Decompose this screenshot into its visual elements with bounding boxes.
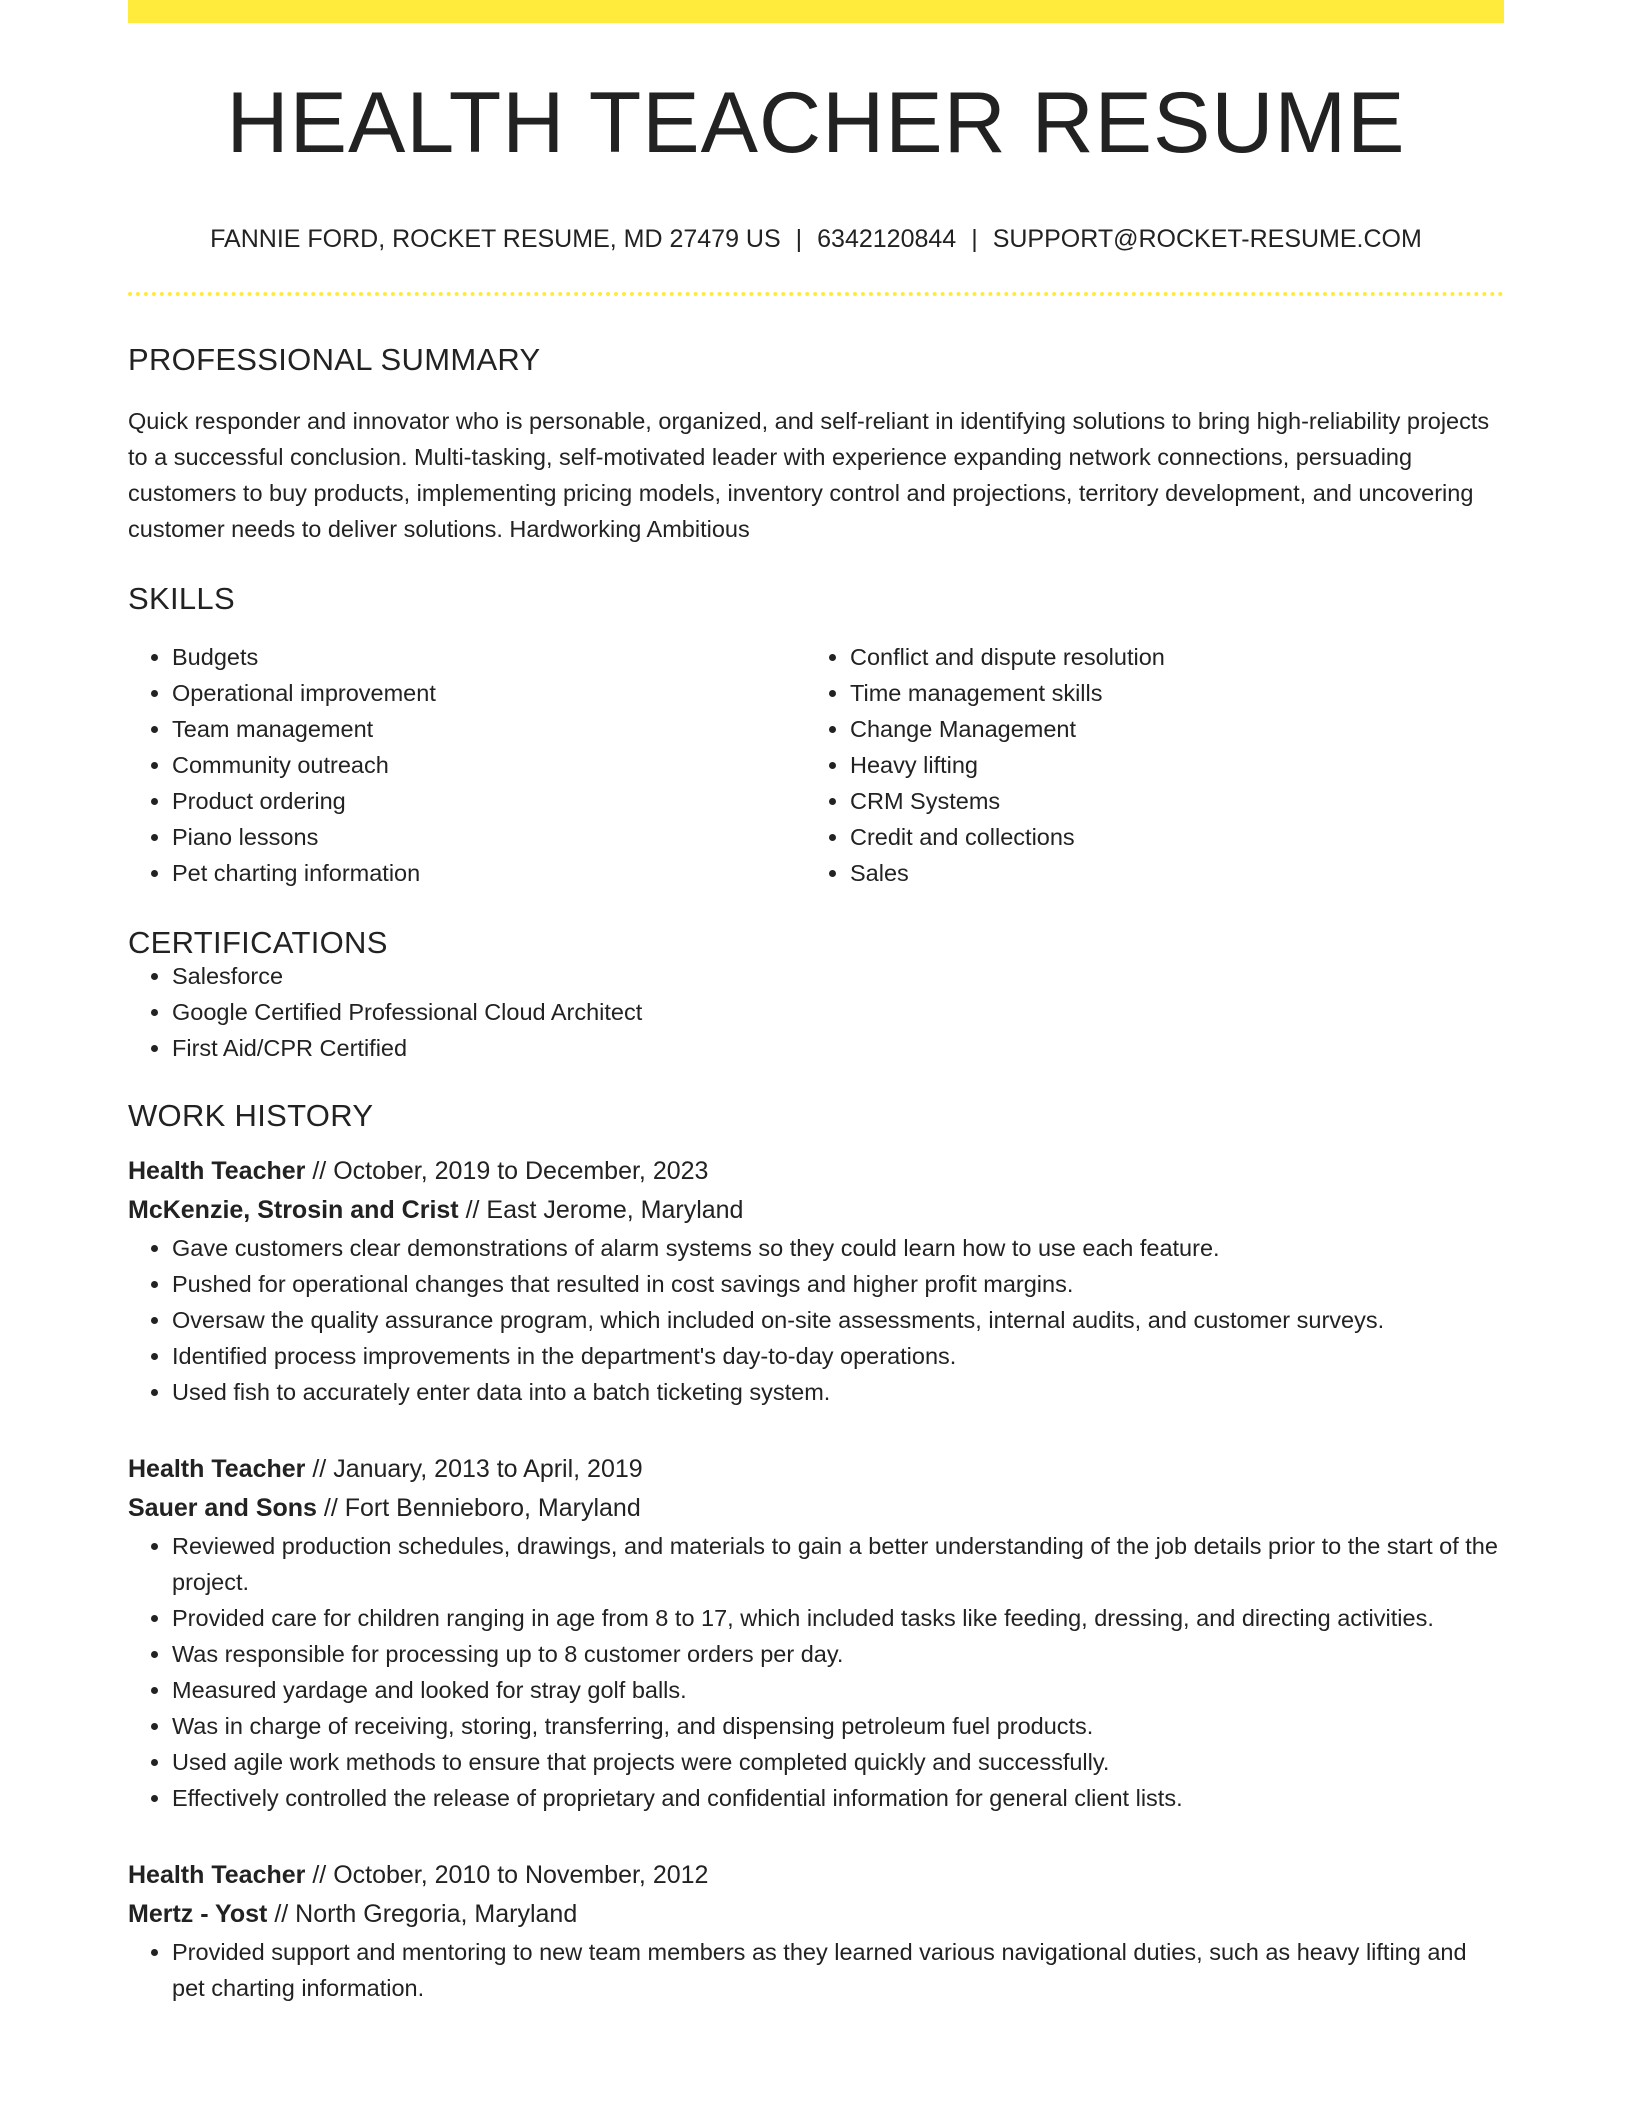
skill-item: • Community outreach bbox=[172, 747, 806, 783]
certifications-heading: CERTIFICATIONS bbox=[128, 925, 388, 960]
skill-item: • Budgets bbox=[172, 639, 806, 675]
certification-item: • Google Certified Professional Cloud Architect bbox=[172, 994, 1504, 1030]
skills-list-right bbox=[806, 639, 1484, 891]
job-title-line bbox=[128, 1856, 1504, 1895]
skill-item: • Team management bbox=[172, 711, 806, 747]
contact-line bbox=[128, 227, 1504, 252]
job-location: East Jerome, Maryland bbox=[486, 1196, 744, 1224]
skill-item: • CRM Systems bbox=[850, 783, 1484, 819]
skill-item: • Time management skills bbox=[850, 675, 1484, 711]
job-company-line bbox=[128, 1895, 1504, 1934]
skill-item: • Operational improvement bbox=[172, 675, 806, 711]
job-title: Health Teacher bbox=[128, 1157, 306, 1185]
summary-text: Quick responder and innovator who is personable, organized, and self-reliant in identifying solutions to bring high-reliability projects to a successful conclusion. Multi-tasking, self-motivated leader with experience expanding network connections, persuading customers to buy products, implementing pricing models, inventory control and projections, territory development, and uncovering customer needs to deliver solutions. Hardworking Ambitious bbox=[128, 408, 1490, 542]
job-duty: • Measured yardage and looked for stray golf balls. bbox=[172, 1672, 1504, 1708]
job-separator: // bbox=[267, 1900, 296, 1928]
job-separator: // bbox=[305, 1157, 334, 1185]
skills-list-left bbox=[128, 639, 806, 891]
certification-item: • First Aid/CPR Certified bbox=[172, 1030, 1504, 1066]
job-duty: • Used agile work methods to ensure that projects were completed quickly and successfully. bbox=[172, 1744, 1504, 1780]
job-company: Mertz - Yost bbox=[128, 1900, 268, 1928]
job-duty: • Provided support and mentoring to new team members as they learned various navigational duties, such as heavy lifting and pet charting information. bbox=[172, 1934, 1504, 2006]
job-duty: • Was in charge of receiving, storing, transferring, and dispensing petroleum fuel products. bbox=[172, 1708, 1504, 1744]
contact-address: FANNIE FORD, ROCKET RESUME, MD 27479 US bbox=[210, 225, 781, 253]
skills-grid bbox=[128, 639, 1504, 891]
job-duty: • Identified process improvements in the department's day-to-day operations. bbox=[172, 1338, 1504, 1374]
job-duty: • Used fish to accurately enter data into a batch ticketing system. bbox=[172, 1374, 1504, 1410]
skill-item: • Credit and collections bbox=[850, 819, 1484, 855]
job-separator: // bbox=[316, 1494, 345, 1522]
job-company-line bbox=[128, 1191, 1504, 1230]
job-dates: January, 2013 to April, 2019 bbox=[333, 1455, 643, 1483]
summary-heading: PROFESSIONAL SUMMARY bbox=[128, 342, 541, 377]
job-title: Health Teacher bbox=[128, 1861, 306, 1889]
job-duty: • Oversaw the quality assurance program, which included on-site assessments, internal audits, and customer surveys. bbox=[172, 1302, 1504, 1338]
contact-phone: 6342120844 bbox=[817, 225, 957, 253]
job-title: Health Teacher bbox=[128, 1455, 306, 1483]
job-duty: • Effectively controlled the release of proprietary and confidential information for general client lists. bbox=[172, 1780, 1504, 1816]
resume-page bbox=[128, 0, 1504, 2006]
certifications-list bbox=[128, 958, 1504, 1066]
job-company: McKenzie, Strosin and Crist bbox=[128, 1196, 459, 1224]
job-separator: // bbox=[458, 1196, 487, 1224]
work-history-heading: WORK HISTORY bbox=[128, 1098, 374, 1133]
dotted-divider bbox=[128, 292, 1504, 296]
skill-item: • Pet charting information bbox=[172, 855, 806, 891]
job-title-line bbox=[128, 1450, 1504, 1489]
job-duty: • Reviewed production schedules, drawings, and materials to gain a better understanding of the job details prior to the start of the project. bbox=[172, 1528, 1504, 1600]
skill-item: • Product ordering bbox=[172, 783, 806, 819]
job-duty: • Gave customers clear demonstrations of alarm systems so they could learn how to use each feature. bbox=[172, 1230, 1504, 1266]
job-dates: October, 2019 to December, 2023 bbox=[333, 1157, 709, 1185]
job-dates: October, 2010 to November, 2012 bbox=[333, 1861, 709, 1889]
job-location: Fort Bennieboro, Maryland bbox=[344, 1494, 641, 1522]
skills-heading: SKILLS bbox=[128, 581, 235, 616]
skills-column-right bbox=[806, 639, 1484, 891]
job-duty: • Pushed for operational changes that resulted in cost savings and higher profit margins. bbox=[172, 1266, 1504, 1302]
job-entry bbox=[128, 1856, 1504, 2006]
job-entry bbox=[128, 1450, 1504, 1816]
skill-item: • Piano lessons bbox=[172, 819, 806, 855]
skills-column-left bbox=[128, 639, 806, 891]
contact-separator: | bbox=[971, 225, 978, 253]
job-duties-list bbox=[128, 1934, 1504, 2006]
job-location: North Gregoria, Maryland bbox=[295, 1900, 578, 1928]
job-duties-list bbox=[128, 1230, 1504, 1410]
job-separator: // bbox=[305, 1861, 334, 1889]
certification-item: • Salesforce bbox=[172, 958, 1504, 994]
top-accent-bar bbox=[128, 0, 1504, 23]
job-separator: // bbox=[305, 1455, 334, 1483]
skill-item: • Change Management bbox=[850, 711, 1484, 747]
job-duty: • Was responsible for processing up to 8 customer orders per day. bbox=[172, 1636, 1504, 1672]
skill-item: • Conflict and dispute resolution bbox=[850, 639, 1484, 675]
skill-item: • Sales bbox=[850, 855, 1484, 891]
job-company: Sauer and Sons bbox=[128, 1494, 317, 1522]
contact-separator: | bbox=[795, 225, 803, 253]
job-company-line bbox=[128, 1489, 1504, 1528]
job-duties-list bbox=[128, 1528, 1504, 1816]
job-title-line bbox=[128, 1152, 1504, 1191]
skill-item: • Heavy lifting bbox=[850, 747, 1484, 783]
job-duty: • Provided care for children ranging in age from 8 to 17, which included tasks like feeding, dressing, and directing activities. bbox=[172, 1600, 1504, 1636]
job-entry bbox=[128, 1152, 1504, 1410]
resume-title: HEALTH TEACHER RESUME bbox=[226, 75, 1406, 171]
contact-email: SUPPORT@ROCKET-RESUME.COM bbox=[992, 225, 1422, 253]
